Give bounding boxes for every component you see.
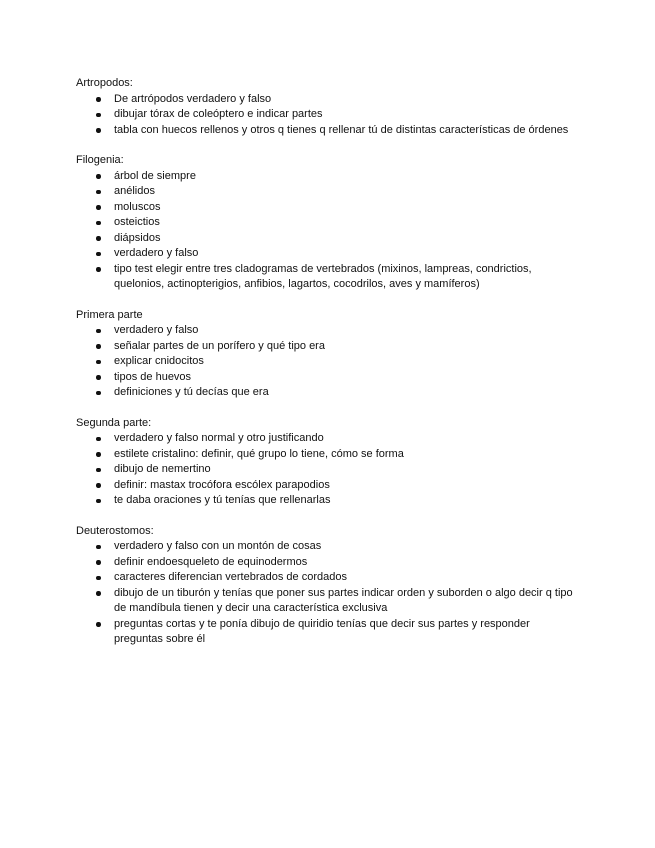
section-heading: Segunda parte: (76, 416, 152, 429)
bullet-list (76, 169, 576, 293)
list-item: moluscos (114, 200, 576, 216)
list-item: preguntas cortas y te ponía dibujo de quiridio tenías que decir sus partes y responder preguntas sobre él (114, 617, 576, 648)
list-item: estilete cristalino: definir, qué grupo lo tiene, cómo se forma (114, 447, 576, 463)
list-item: osteictios (114, 215, 576, 231)
list-item: árbol de siempre (114, 169, 576, 185)
section-heading: Artropodos: (76, 77, 133, 89)
list-item: señalar partes de un porífero y qué tipo era (114, 339, 576, 355)
bullet-list (76, 92, 576, 139)
list-item: tipo test elegir entre tres cladogramas de vertebrados (mixinos, lampreas, condrictios, quelonios, actinopterigios, anfibios, lagartos, cocodrilos, aves y mamíferos) (114, 262, 576, 293)
section-heading: Deuterostomos: (76, 524, 154, 537)
section-segunda-parte (76, 416, 576, 509)
section-heading: Primera parte (76, 308, 143, 321)
list-item: verdadero y falso (114, 323, 576, 339)
list-item: definiciones y tú decías que era (114, 385, 576, 401)
list-item: verdadero y falso (114, 246, 576, 262)
list-item: dibujo de un tiburón y tenías que poner sus partes indicar orden y suborden o algo decir q tipo de mandíbula tienen y decir una característica exclusiva (114, 586, 576, 617)
list-item: te daba oraciones y tú tenías que rellenarlas (114, 493, 576, 509)
list-item: caracteres diferencian vertebrados de cordados (114, 570, 576, 586)
list-item: anélidos (114, 184, 576, 200)
section-artropodos (76, 76, 576, 138)
section-heading: Filogenia: (76, 154, 124, 166)
bullet-list (76, 539, 576, 648)
list-item: De artrópodos verdadero y falso (114, 92, 576, 108)
section-primera-parte (76, 308, 576, 401)
bullet-list (76, 431, 576, 509)
list-item: explicar cnidocitos (114, 354, 576, 370)
list-item: definir: mastax trocófora escólex parapodios (114, 478, 576, 494)
list-item: definir endoesqueleto de equinodermos (114, 555, 576, 571)
section-deuterostomos (76, 524, 576, 648)
list-item: diápsidos (114, 231, 576, 247)
list-item: dibujo de nemertino (114, 462, 576, 478)
list-item: tipos de huevos (114, 370, 576, 386)
list-item: verdadero y falso normal y otro justificando (114, 431, 576, 447)
bullet-list (76, 323, 576, 401)
section-filogenia (76, 153, 576, 293)
list-item: tabla con huecos rellenos y otros q tienes q rellenar tú de distintas características de órdenes (114, 123, 576, 139)
list-item: dibujar tórax de coleóptero e indicar partes (114, 107, 576, 123)
list-item: verdadero y falso con un montón de cosas (114, 539, 576, 555)
